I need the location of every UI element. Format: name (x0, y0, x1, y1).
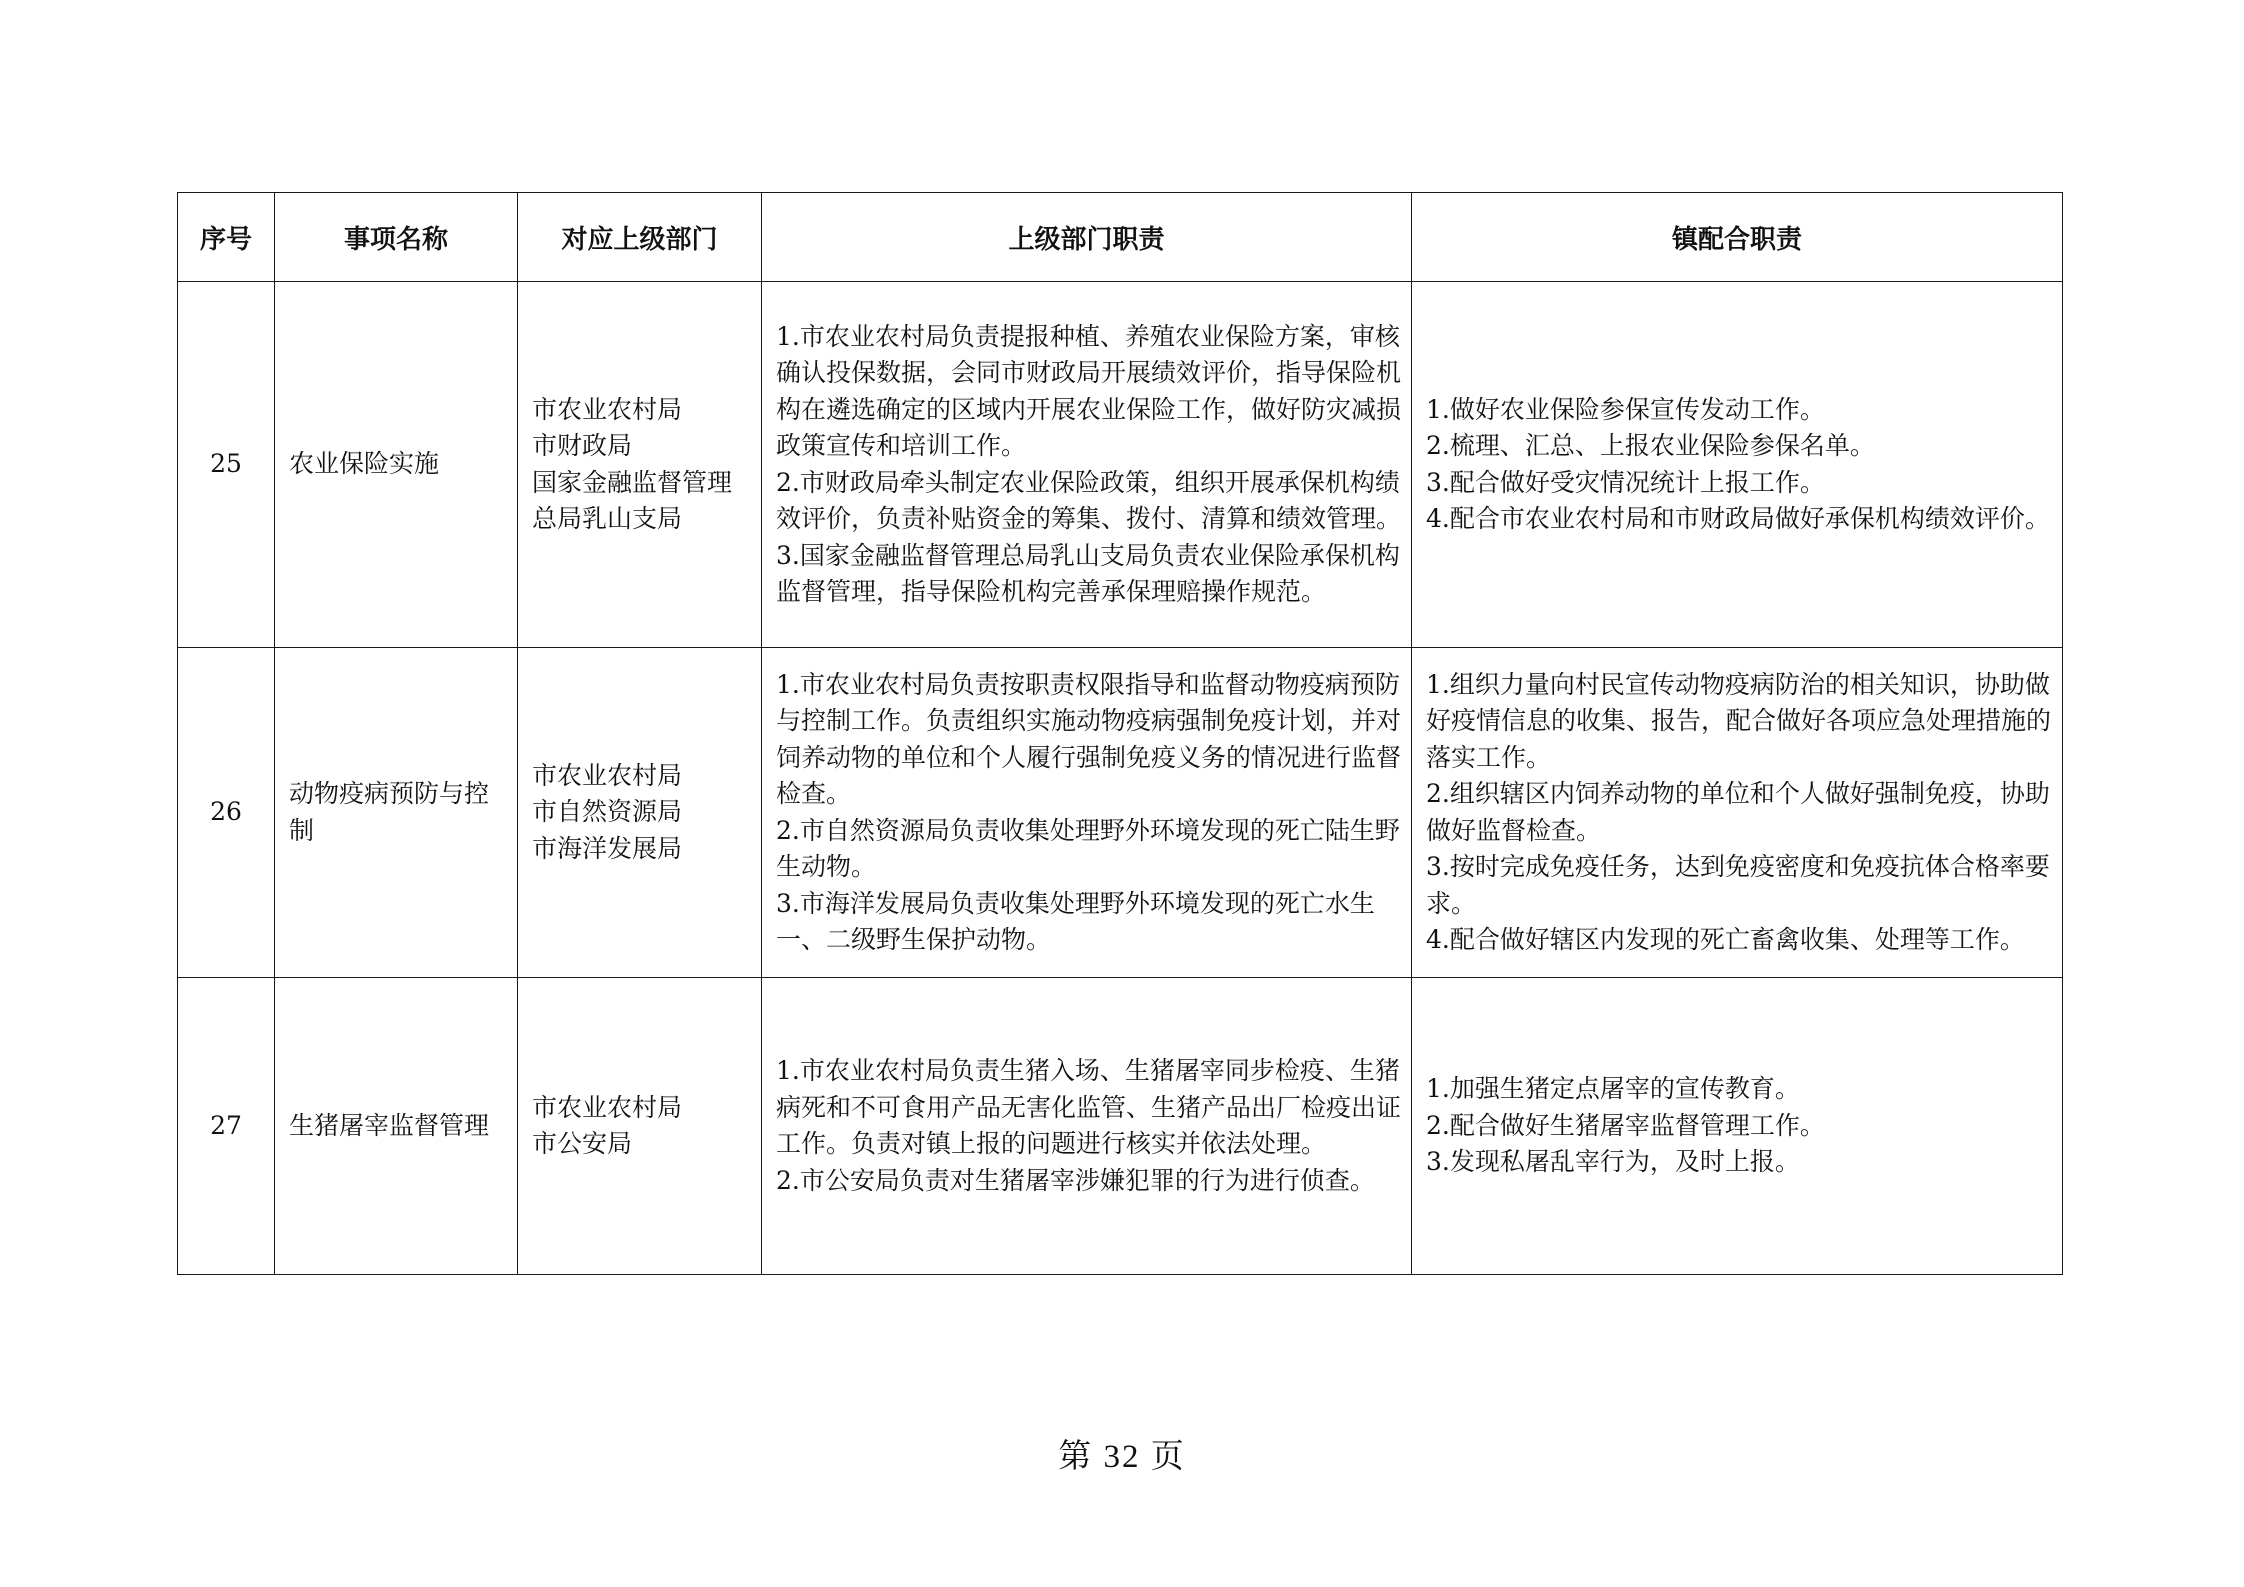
row-town-duties (1412, 282, 2063, 648)
header-department: 对应上级部门 (518, 193, 762, 282)
town-duty-item: 3.发现私屠乱宰行为，及时上报。 (1426, 1147, 1800, 1177)
row-serial: 26 (178, 648, 275, 978)
header-dept-duties: 上级部门职责 (762, 193, 1412, 282)
department-line: 国家金融监督管理总局乳山支局 (532, 467, 733, 533)
table-row (178, 282, 2063, 648)
row-item-name: 生猪屠宰监督管理 (275, 978, 518, 1275)
town-duty-item: 3.按时完成免疫任务，达到免疫密度和免疫抗体合格率要求。 (1426, 852, 2050, 918)
responsibility-table (177, 192, 2063, 1275)
row-dept-duties (762, 648, 1412, 978)
department-line: 市海洋发展局 (532, 833, 683, 863)
table-row (178, 978, 2063, 1275)
department-line: 市农业农村局 (532, 394, 683, 424)
duty-item: 1.市农业农村局负责提报种植、养殖农业保险方案，审核确认投保数据，会同市财政局开展绩效评价，指导保险机构在遴选确定的区域内开展农业保险工作，做好防灾减损政策宣传和培训工作。 (776, 321, 1402, 460)
duty-item: 1.市农业农村局负责按职责权限指导和监督动物疫病预防与控制工作。负责组织实施动物疫病强制免疫计划，并对饲养动物的单位和个人履行强制免疫义务的情况进行监督检查。 (776, 669, 1402, 808)
row-serial: 27 (178, 978, 275, 1275)
town-duty-item: 2.组织辖区内饲养动物的单位和个人做好强制免疫，协助做好监督检查。 (1426, 779, 2050, 845)
duty-item: 3.国家金融监督管理总局乳山支局负责农业保险承保机构监督管理，指导保险机构完善承保理赔操作规范。 (776, 540, 1400, 606)
department-line: 市农业农村局 (532, 1092, 683, 1122)
duty-item: 1.市农业农村局负责生猪入场、生猪屠宰同步检疫、生猪病死和不可食用产品无害化监管、生猪产品出厂检疫出证工作。负责对镇上报的问题进行核实并依法处理。 (776, 1056, 1402, 1158)
town-duty-item: 1.组织力量向村民宣传动物疫病防治的相关知识，协助做好疫情信息的收集、报告，配合做好各项应急处理措施的落实工作。 (1426, 669, 2052, 772)
town-duty-item: 4.配合市农业农村局和市财政局做好承保机构绩效评价。 (1426, 504, 2050, 533)
town-duty-item: 2.配合做好生猪屠宰监督管理工作。 (1426, 1110, 1825, 1140)
row-departments (518, 282, 762, 648)
page-number: 第 32 页 (1058, 1439, 1186, 1475)
header-item-name: 事项名称 (275, 193, 518, 282)
row-item-name: 农业保险实施 (275, 282, 518, 648)
table-row (178, 648, 2063, 978)
town-duty-item: 3.配合做好受灾情况统计上报工作。 (1426, 467, 1825, 497)
duty-item: 2.市财政局牵头制定农业保险政策，组织开展承保机构绩效评价，负责补贴资金的筹集、拨付、清算和绩效管理。 (776, 467, 1402, 533)
department-line: 市公安局 (532, 1129, 633, 1158)
row-town-duties (1412, 978, 2063, 1275)
duty-item: 3.市海洋发展局负责收集处理野外环境发现的死亡水生一、二级野生保护动物。 (776, 888, 1375, 954)
table-header-row (178, 193, 2063, 282)
duty-item: 2.市公安局负责对生猪屠宰涉嫌犯罪的行为进行侦查。 (776, 1165, 1375, 1195)
row-serial: 25 (178, 282, 275, 648)
department-line: 市农业农村局 (532, 760, 683, 790)
department-line: 市自然资源局 (532, 797, 683, 827)
town-duty-item: 2.梳理、汇总、上报农业保险参保名单。 (1426, 431, 1875, 460)
row-dept-duties (762, 978, 1412, 1275)
row-dept-duties (762, 282, 1412, 648)
town-duty-item: 1.做好农业保险参保宣传发动工作。 (1426, 394, 1825, 424)
row-town-duties (1412, 648, 2063, 978)
header-town-duties: 镇配合职责 (1412, 193, 2063, 282)
duty-item: 2.市自然资源局负责收集处理野外环境发现的死亡陆生野生动物。 (776, 815, 1400, 881)
town-duty-item: 4.配合做好辖区内发现的死亡畜禽收集、处理等工作。 (1426, 925, 2025, 954)
department-line: 市财政局 (532, 431, 633, 460)
row-departments (518, 978, 762, 1275)
header-serial: 序号 (178, 193, 275, 282)
town-duty-item: 1.加强生猪定点屠宰的宣传教育。 (1426, 1074, 1800, 1104)
row-item-name: 动物疫病预防与控制 (275, 648, 518, 978)
row-departments (518, 648, 762, 978)
